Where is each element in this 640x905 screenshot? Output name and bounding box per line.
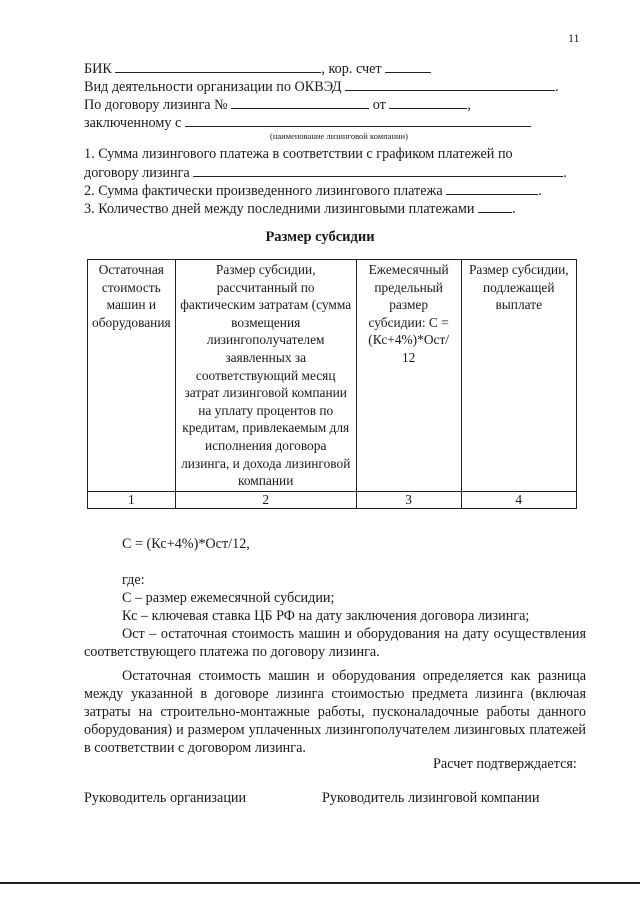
table-number-row: [88, 491, 577, 508]
page-number: 11: [568, 31, 580, 45]
definition-ks: Кс – ключевая ставка ЦБ РФ на дату заключения договора лизинга;: [122, 608, 530, 624]
formula: С = (Кс+4%)*Ост/12,: [122, 536, 250, 552]
confirmation-label: Расчет подтверждается:: [433, 756, 577, 772]
item2-line: [84, 181, 542, 200]
item2-label: 2. Сумма фактически произведенного лизингового платежа: [84, 183, 443, 199]
bik-line: [84, 59, 431, 78]
leasing-company-field[interactable]: [185, 113, 531, 127]
item1-line1: 1. Сумма лизингового платежа в соответствии с графиком платежей по: [84, 146, 513, 162]
bik-field[interactable]: [115, 59, 321, 73]
header-payable-subsidy: Размер субсидии, подлежащей выплате: [461, 260, 576, 492]
signature-organization-head: Руководитель организации: [84, 790, 247, 806]
col-number-1: 1: [88, 491, 176, 508]
section-title: Размер субсидии: [265, 229, 375, 245]
concluded-label: заключенному с: [84, 115, 182, 131]
okved-field[interactable]: [345, 77, 555, 91]
concluded-line: [84, 113, 531, 132]
lease-payment-field[interactable]: [193, 163, 563, 177]
item3-line: [84, 199, 516, 218]
col-number-2: 2: [175, 491, 356, 508]
definition-c: С – размер ежемесячной субсидии;: [122, 590, 335, 606]
okved-label: Вид деятельности организации по ОКВЭД: [84, 79, 342, 95]
actual-payment-field[interactable]: [446, 181, 538, 195]
table-header-row: [88, 260, 577, 492]
header-residual-value: Остаточная стоимость машин и оборудования: [88, 260, 176, 492]
contract-date-field[interactable]: [389, 95, 467, 109]
col-number-3: 3: [356, 491, 461, 508]
okved-end: .: [555, 79, 559, 95]
header-monthly-limit: Ежемесячный предельный размер субсидии: С = (Кс+4%)*Ост/ 12: [356, 260, 461, 492]
definition-ost: Ост – остаточная стоимость машин и оборудования на дату осуществления соответствующего платежа по договору лизинга.: [84, 626, 586, 660]
item3-label: 3. Количество дней между последними лизинговыми платежами: [84, 201, 475, 217]
item3-end: .: [511, 201, 516, 217]
leasing-company-caption: (наименование лизинговой компании): [270, 131, 408, 141]
from-label: от: [372, 97, 386, 113]
days-count-field[interactable]: [478, 199, 512, 213]
where-label: где:: [122, 572, 145, 588]
kor-schet-label: , кор. счет: [321, 61, 382, 77]
signature-leasing-head: Руководитель лизинговой компании: [322, 790, 540, 806]
col-number-4: 4: [461, 491, 576, 508]
contract-number-field[interactable]: [231, 95, 369, 109]
contract-line: [84, 95, 471, 114]
okved-line: [84, 77, 559, 96]
header-actual-subsidy: Размер субсидии, рассчитанный по фактическим затратам (сумма возмещения лизингополучателем заявленных за соответствующий месяц затрат лизинговой компании на уплату процентов по кредитам, привлекаемым для исполнения договора лизинга, и дохода лизинговой компании: [175, 260, 356, 492]
residual-value-paragraph: Остаточная стоимость машин и оборудования определяется как разница между указанной в договоре лизинга стоимостью предмета лизинга (включая затраты на строительно-монтажные работы, пусконаладочные работы данного оборудования) и размером уплаченных лизингополучателем лизинговых платежей в соответствии с договором лизинга.: [84, 668, 586, 756]
item1-end: .: [563, 165, 567, 181]
subsidy-table: [87, 259, 577, 509]
page-bottom-rule: [0, 882, 640, 884]
kor-schet-field[interactable]: [385, 59, 431, 73]
item2-end: .: [538, 183, 542, 199]
item1-label: договору лизинга: [84, 165, 190, 181]
definitions: [84, 589, 586, 757]
item1-line2: [84, 163, 567, 182]
contract-label: По договору лизинга №: [84, 97, 228, 113]
bik-label: БИК: [84, 61, 112, 77]
from-end: ,: [467, 97, 471, 113]
